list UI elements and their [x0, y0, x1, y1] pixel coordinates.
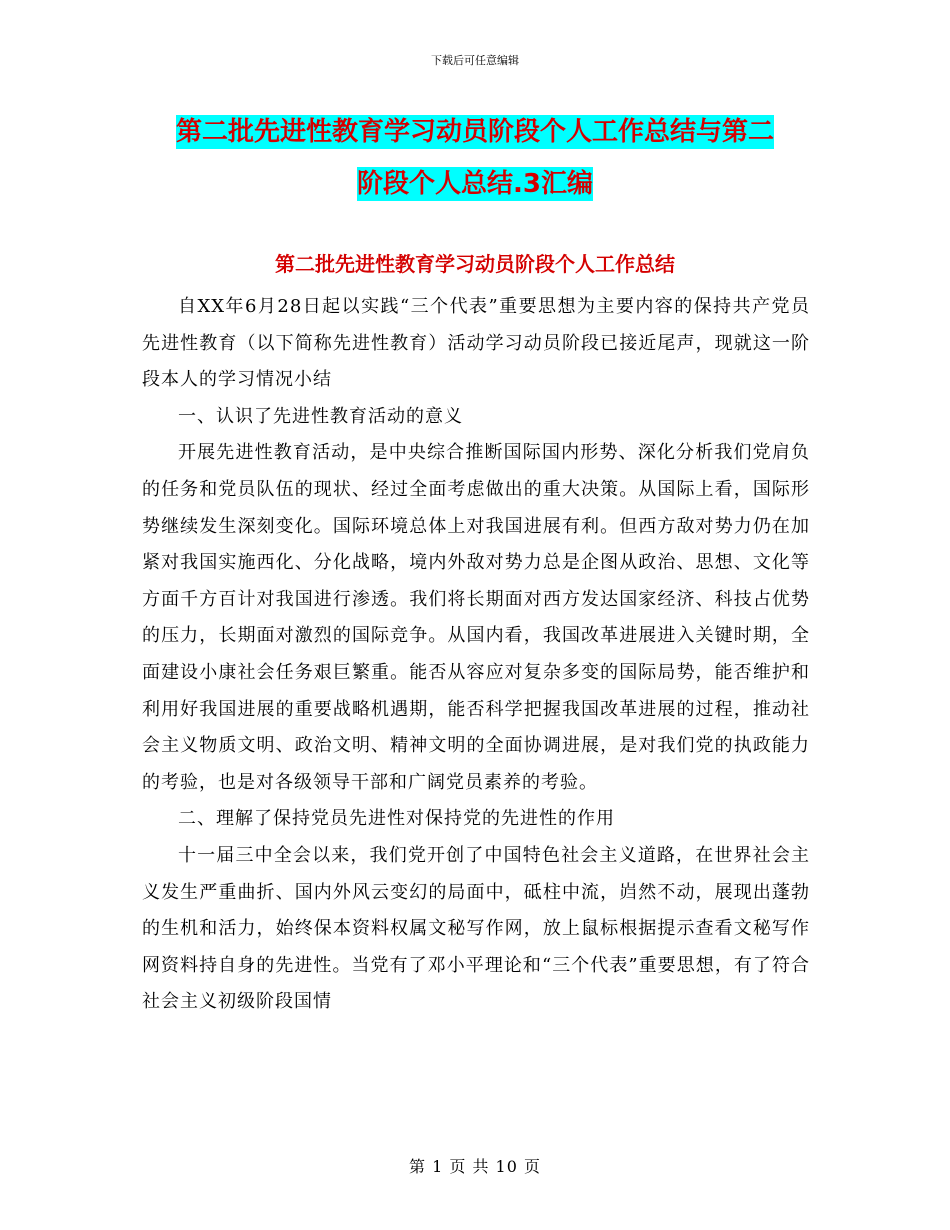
- section-title: 第二批先进性教育学习动员阶段个人工作总结: [275, 252, 675, 276]
- paragraph-significance: 开展先进性教育活动，是中央综合推断国际国内形势、深化分析我们党肩负的任务和党员队伍的现状、经过全面考虑做出的重大决策。从国际上看，国际形势继续发生深刻变化。国际环境总体上对我国进展有利。但西方敌对势力仍在加紧对我国实施西化、分化战略，境内外敌对势力总是企图从政治、思想、文化等方面千方百计对我国进行渗透。我们将长期面对西方发达国家经济、科技占优势的压力，长期面对激烈的国际竞争。从国内看，我国改革进展进入关键时期，全面建设小康社会任务艰巨繁重。能否从容应对复杂多变的国际局势，能否维护和利用好我国进展的重要战略机遇期，能否科学把握我国改革进展的过程，推动社会主义物质文明、政治文明、精神文明的全面协调进展，是对我们党的执政能力的考验，也是对各级领导干部和广阔党员素养的考验。: [142, 442, 810, 793]
- paragraph-advancement: 十一届三中全会以来，我们党开创了中国特色社会主义道路，在世界社会主义发生严重曲折、国内外风云变幻的局面中，砥柱中流，岿然不动，展现出蓬勃的生机和活力，始终保本资料权属文秘写作网，放上鼠标根据提示查看文秘写作网资料持自身的先进性。当党有了邓小平理论和“三个代表”重要思想，有了符合社会主义初级阶段国情: [142, 844, 810, 1013]
- title-line-2: 阶段个人总结.3汇编: [357, 169, 593, 199]
- title-line-1: 第二批先进性教育学习动员阶段个人工作总结与第二: [175, 117, 774, 147]
- body-text: [142, 289, 810, 1021]
- header-note: 下载后可任意编辑: [431, 54, 519, 67]
- heading-two: 二、理解了保持党员先进性对保持党的先进性的作用: [178, 808, 615, 830]
- paragraph-intro: 自XX年6月28日起以实践“三个代表”重要思想为主要内容的保持共产党员先进性教育（以下简称先进性教育）活动学习动员阶段已接近尾声，现就这一阶段本人的学习情况小结: [142, 296, 810, 391]
- heading-one: 一、认识了先进性教育活动的意义: [178, 405, 463, 427]
- page-footer: 第 1 页 共 10 页: [409, 1157, 541, 1176]
- document-title: [150, 106, 800, 210]
